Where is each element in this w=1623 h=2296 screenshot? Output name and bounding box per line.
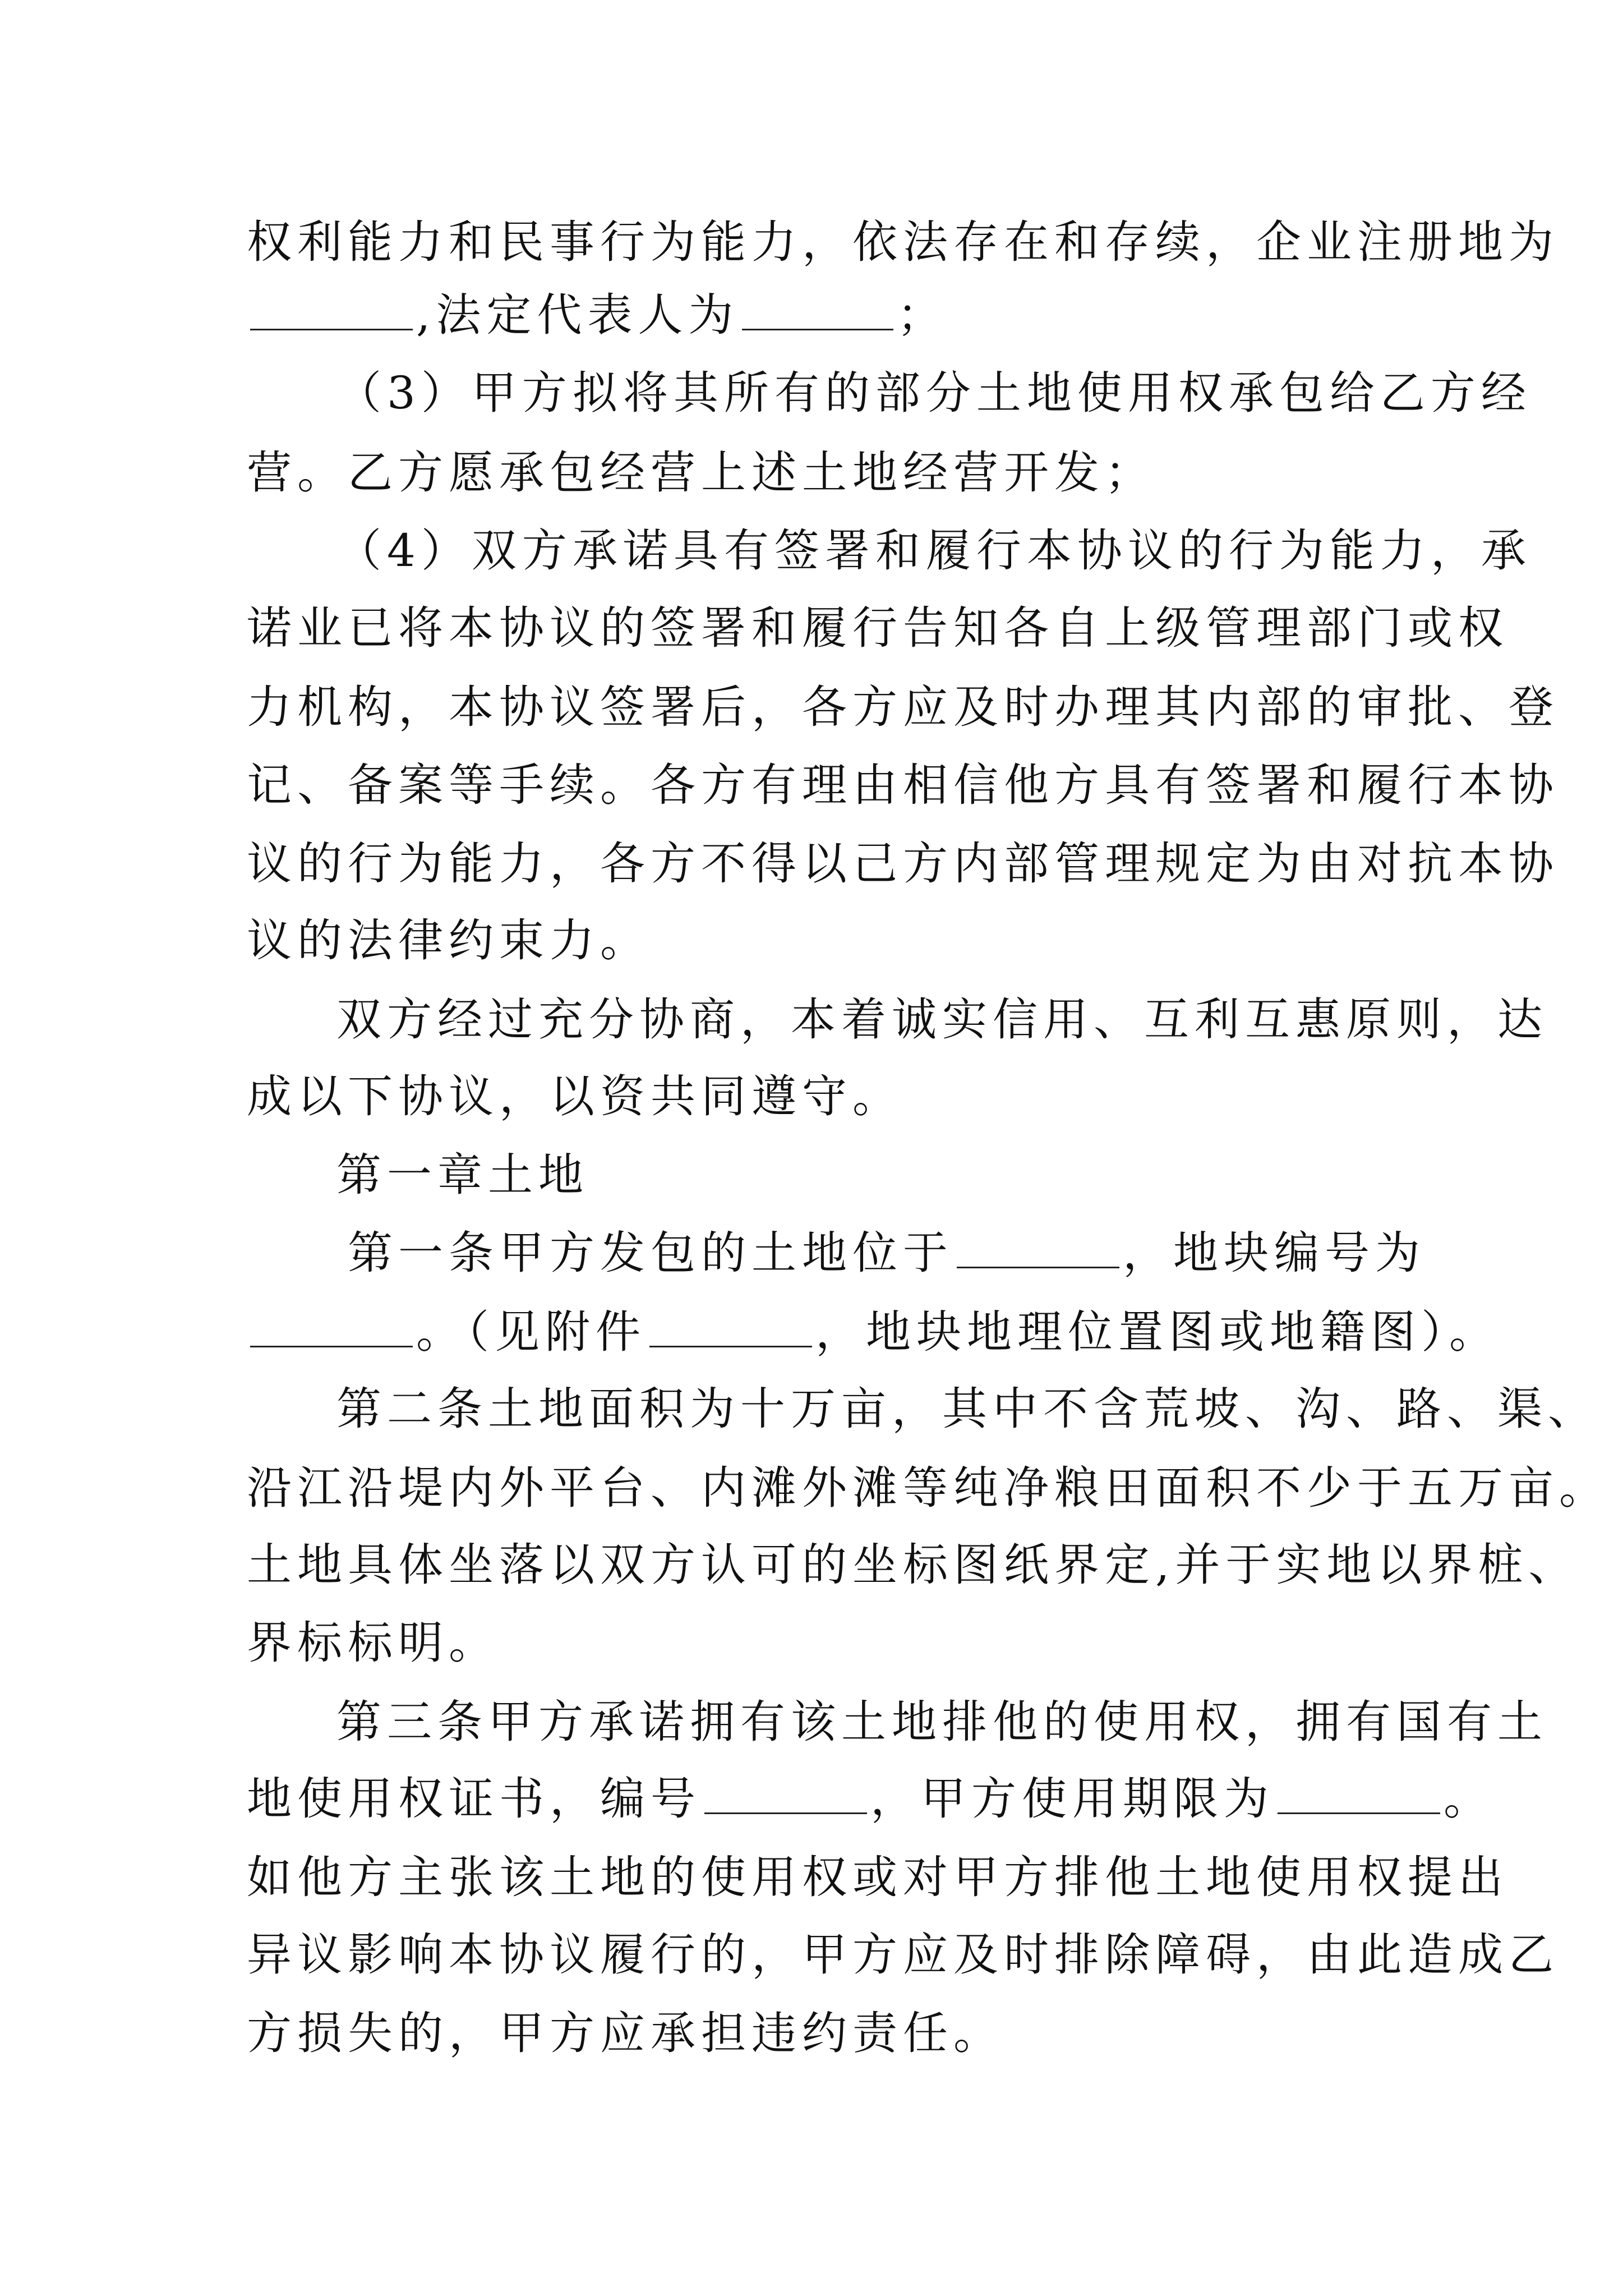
paragraph-text: 第二条土地面积为十万亩，其中不含荒坡、沟、路、渠、 xyxy=(336,1383,1598,1435)
text-line xyxy=(247,214,1559,270)
paragraph-text: 。 xyxy=(1444,1773,1494,1825)
paragraph-text: 界标标明。 xyxy=(247,1617,499,1669)
text-line xyxy=(247,1460,1610,1516)
text-line xyxy=(247,1927,1559,1983)
paragraph-text: 如他方主张该土地的使用权或对甲方排他土地使用权提出 xyxy=(247,1851,1509,1903)
paragraph-text: 成以下协议，以资共同遵守。 xyxy=(247,1070,903,1122)
text-line xyxy=(247,287,1391,343)
chapter-heading xyxy=(336,1147,1481,1203)
fill-in-blank xyxy=(957,1228,1119,1268)
text-line xyxy=(336,365,1532,421)
text-line xyxy=(336,1381,1598,1437)
paragraph-text: 双方经过充分协商，本着诚实信用、互利互惠原则，达 xyxy=(336,993,1548,1046)
text-line xyxy=(247,1304,1500,1360)
text-line xyxy=(247,1615,1391,1671)
paragraph-text: ； xyxy=(897,289,948,341)
text-line xyxy=(247,2005,1391,2062)
text-line xyxy=(336,1694,1548,1750)
fill-in-blank xyxy=(742,291,893,330)
paragraph-text: 地使用权证书，编号 xyxy=(247,1773,701,1825)
text-line xyxy=(247,1069,1391,1125)
paragraph-text: 土地具体坐落以双方认可的坐标图纸界定,并于实地以界桩、 xyxy=(247,1539,1579,1591)
text-line xyxy=(348,1225,1492,1281)
text-line xyxy=(247,445,1391,501)
paragraph-text: 第三条甲方承诺拥有该土地排他的使用权，拥有国有土 xyxy=(336,1696,1548,1748)
paragraph-text: 力机构，本协议签署后，各方应及时办理其内部的审批、登 xyxy=(247,681,1559,733)
paragraph-text: ，地块地理位置图或地籍图）。 xyxy=(815,1306,1500,1358)
text-line xyxy=(247,1537,1579,1593)
fill-in-blank xyxy=(1278,1774,1440,1814)
chapter-title: 第一章土地 xyxy=(336,1149,589,1201)
text-line xyxy=(336,992,1548,1048)
paragraph-text: 。（见附件 xyxy=(416,1306,646,1358)
paragraph-text: 记、备案等手续。各方有理由相信他方具有签署和履行本协 xyxy=(247,759,1559,811)
paragraph-text: 异议影响本协议履行的，甲方应及时排除障碍，由此造成乙 xyxy=(247,1929,1559,1981)
paragraph-text: 议的行为能力，各方不得以己方内部管理规定为由对抗本协 xyxy=(247,838,1559,890)
text-line xyxy=(247,836,1559,892)
paragraph-text: 方损失的，甲方应承担违约责任。 xyxy=(247,2007,1004,2059)
fill-in-blank xyxy=(250,1308,413,1347)
fill-in-blank xyxy=(250,291,413,330)
text-line xyxy=(336,523,1532,579)
paragraph-text: 营。乙方愿承包经营上述土地经营开发； xyxy=(247,447,1155,499)
paragraph-text: 沿江沿堤内外平台、内滩外滩等纯净粮田面积不少于五万亩。 xyxy=(247,1462,1610,1514)
text-line xyxy=(247,757,1559,813)
paragraph-text: 第一条甲方发包的土地位于 xyxy=(348,1227,953,1279)
paragraph-text: ，地块编号为 xyxy=(1123,1227,1426,1279)
text-line xyxy=(247,913,1391,969)
paragraph-text: 权利能力和民事行为能力，依法存在和存续，企业注册地为 xyxy=(247,216,1559,268)
paragraph-text: ,法定代表人为 xyxy=(416,289,739,341)
paragraph-text: （4）双方承诺具有签署和履行本协议的行为能力，承 xyxy=(336,524,1532,577)
paragraph-text: 议的法律约束力。 xyxy=(247,914,651,967)
paragraph-text: 诺业已将本协议的签署和履行告知各自上级管理部门或权 xyxy=(247,602,1509,654)
fill-in-blank xyxy=(704,1774,867,1814)
text-line xyxy=(247,600,1509,656)
text-line xyxy=(247,1849,1509,1906)
paragraph-text: （3）甲方拟将其所有的部分土地使用权承包给乙方经 xyxy=(336,367,1532,419)
text-line xyxy=(247,1771,1494,1827)
fill-in-blank xyxy=(649,1308,812,1347)
text-line xyxy=(247,679,1559,735)
paragraph-text: ，甲方使用期限为 xyxy=(870,1773,1274,1825)
